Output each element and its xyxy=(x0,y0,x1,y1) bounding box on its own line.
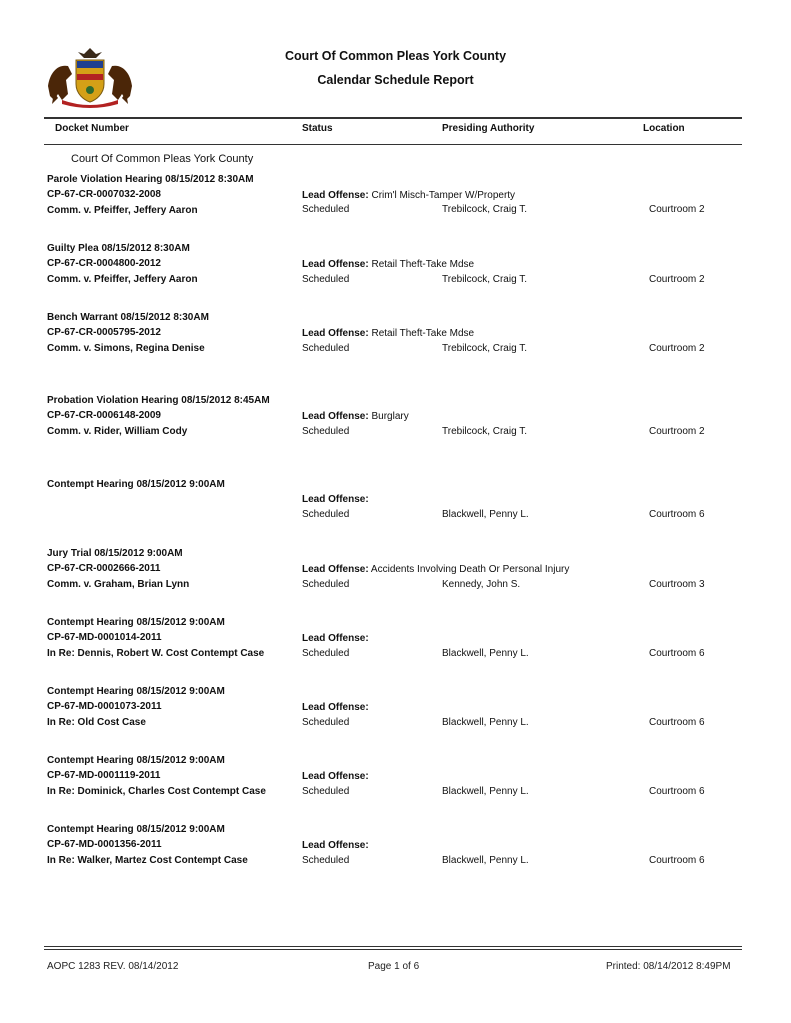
lead-offense xyxy=(302,190,515,201)
docket-number: CP-67-MD-0001014-2011 xyxy=(47,632,162,643)
presiding-authority: Blackwell, Penny L. xyxy=(442,717,529,728)
status-value: Scheduled xyxy=(302,204,350,215)
printed-timestamp: Printed: 08/14/2012 8:49PM xyxy=(606,961,731,972)
lead-offense-label: Lead Offense: xyxy=(302,840,369,851)
lead-offense xyxy=(302,494,369,505)
lead-offense-value: Retail Theft-Take Mdse xyxy=(371,259,475,270)
presiding-authority: Trebilcock, Craig T. xyxy=(442,274,528,285)
column-header-authority: Presiding Authority xyxy=(442,123,535,134)
event-line: Bench Warrant 08/15/2012 8:30AM xyxy=(47,312,209,323)
location-value: Courtroom 6 xyxy=(649,717,705,728)
docket-number: CP-67-CR-0005795-2012 xyxy=(47,327,161,338)
location-value: Courtroom 2 xyxy=(649,204,705,215)
lead-offense-label: Lead Offense: xyxy=(302,190,369,201)
case-caption: Comm. v. Simons, Regina Denise xyxy=(47,343,205,354)
lead-offense-value: Retail Theft-Take Mdse xyxy=(371,328,475,339)
lead-offense xyxy=(302,702,369,713)
status-value: Scheduled xyxy=(302,509,350,520)
docket-number: CP-67-CR-0006148-2009 xyxy=(47,410,161,421)
footer-rule-top xyxy=(44,946,742,947)
presiding-authority: Blackwell, Penny L. xyxy=(442,648,529,659)
lead-offense-label: Lead Offense: xyxy=(302,564,369,575)
event-line: Contempt Hearing 08/15/2012 9:00AM xyxy=(47,686,225,697)
lead-offense-label: Lead Offense: xyxy=(302,702,369,713)
location-value: Courtroom 6 xyxy=(649,648,705,659)
event-line: Guilty Plea 08/15/2012 8:30AM xyxy=(47,243,190,254)
docket-number: CP-67-CR-0002666-2011 xyxy=(47,563,161,574)
column-header-location: Location xyxy=(643,123,685,134)
lead-offense-label: Lead Offense: xyxy=(302,328,369,339)
presiding-authority: Trebilcock, Craig T. xyxy=(442,426,528,437)
report-title: Calendar Schedule Report xyxy=(317,73,474,87)
lead-offense-value: Burglary xyxy=(371,411,409,422)
lead-offense xyxy=(302,411,409,422)
location-value: Courtroom 6 xyxy=(649,786,705,797)
lead-offense-label: Lead Offense: xyxy=(302,771,369,782)
lead-offense xyxy=(302,633,369,644)
status-value: Scheduled xyxy=(302,786,350,797)
status-value: Scheduled xyxy=(302,579,350,590)
case-caption: In Re: Old Cost Case xyxy=(47,717,146,728)
docket-number: CP-67-MD-0001073-2011 xyxy=(47,701,162,712)
event-line: Contempt Hearing 08/15/2012 9:00AM xyxy=(47,617,225,628)
location-value: Courtroom 3 xyxy=(649,579,705,590)
case-caption: Comm. v. Pfeiffer, Jeffery Aaron xyxy=(47,274,198,285)
case-caption: In Re: Dennis, Robert W. Cost Contempt Case xyxy=(47,648,265,659)
docket-number: CP-67-MD-0001119-2011 xyxy=(47,770,161,781)
presiding-authority: Blackwell, Penny L. xyxy=(442,855,529,866)
location-value: Courtroom 2 xyxy=(649,274,705,285)
lead-offense xyxy=(302,564,569,575)
status-value: Scheduled xyxy=(302,717,350,728)
lead-offense-label: Lead Offense: xyxy=(302,411,369,422)
lead-offense xyxy=(302,259,474,270)
status-value: Scheduled xyxy=(302,648,350,659)
column-header-status: Status xyxy=(302,123,333,134)
event-line: Contempt Hearing 08/15/2012 9:00AM xyxy=(47,755,225,766)
lead-offense-value: Crim'l Misch-Tamper W/Property xyxy=(371,190,516,201)
case-caption: Comm. v. Rider, William Cody xyxy=(47,426,188,437)
event-line: Contempt Hearing 08/15/2012 9:00AM xyxy=(47,479,225,490)
case-caption: In Re: Walker, Martez Cost Contempt Case xyxy=(47,855,248,866)
event-line: Contempt Hearing 08/15/2012 9:00AM xyxy=(47,824,225,835)
location-value: Courtroom 6 xyxy=(649,855,705,866)
event-line: Parole Violation Hearing 08/15/2012 8:30AM xyxy=(47,174,254,185)
location-value: Courtroom 2 xyxy=(649,343,705,354)
location-value: Courtroom 2 xyxy=(649,426,705,437)
case-caption: Comm. v. Graham, Brian Lynn xyxy=(47,579,190,590)
lead-offense-value: Accidents Involving Death Or Personal Injury xyxy=(370,564,570,575)
event-line: Jury Trial 08/15/2012 9:00AM xyxy=(47,548,183,559)
case-caption: In Re: Dominick, Charles Cost Contempt Case xyxy=(47,786,266,797)
page-number: Page 1 of 6 xyxy=(368,961,420,972)
status-value: Scheduled xyxy=(302,274,350,285)
header-bottom-rule xyxy=(44,144,742,145)
presiding-authority: Trebilcock, Craig T. xyxy=(442,343,528,354)
presiding-authority: Blackwell, Penny L. xyxy=(442,786,529,797)
docket-number: CP-67-CR-0007032-2008 xyxy=(47,189,161,200)
presiding-authority: Trebilcock, Craig T. xyxy=(442,204,528,215)
status-value: Scheduled xyxy=(302,855,350,866)
lead-offense xyxy=(302,840,369,851)
form-id: AOPC 1283 REV. 08/14/2012 xyxy=(47,961,179,972)
lead-offense-label: Lead Offense: xyxy=(302,259,369,270)
column-header-docket: Docket Number xyxy=(55,123,129,134)
docket-number: CP-67-CR-0004800-2012 xyxy=(47,258,161,269)
header-top-rule xyxy=(44,117,742,119)
event-line: Probation Violation Hearing 08/15/2012 8:45AM xyxy=(47,395,270,406)
lead-offense xyxy=(302,771,369,782)
presiding-authority: Kennedy, John S. xyxy=(442,579,521,590)
footer-rule-bottom xyxy=(44,949,742,950)
docket-number: CP-67-MD-0001356-2011 xyxy=(47,839,162,850)
status-value: Scheduled xyxy=(302,426,350,437)
section-label: Court Of Common Pleas York County xyxy=(71,153,254,165)
lead-offense xyxy=(302,328,474,339)
court-name-title: Court Of Common Pleas York County xyxy=(284,49,507,63)
presiding-authority: Blackwell, Penny L. xyxy=(442,509,529,520)
status-value: Scheduled xyxy=(302,343,350,354)
lead-offense-label: Lead Offense: xyxy=(302,494,369,505)
location-value: Courtroom 6 xyxy=(649,509,705,520)
case-caption: Comm. v. Pfeiffer, Jeffery Aaron xyxy=(47,205,198,216)
lead-offense-label: Lead Offense: xyxy=(302,633,369,644)
